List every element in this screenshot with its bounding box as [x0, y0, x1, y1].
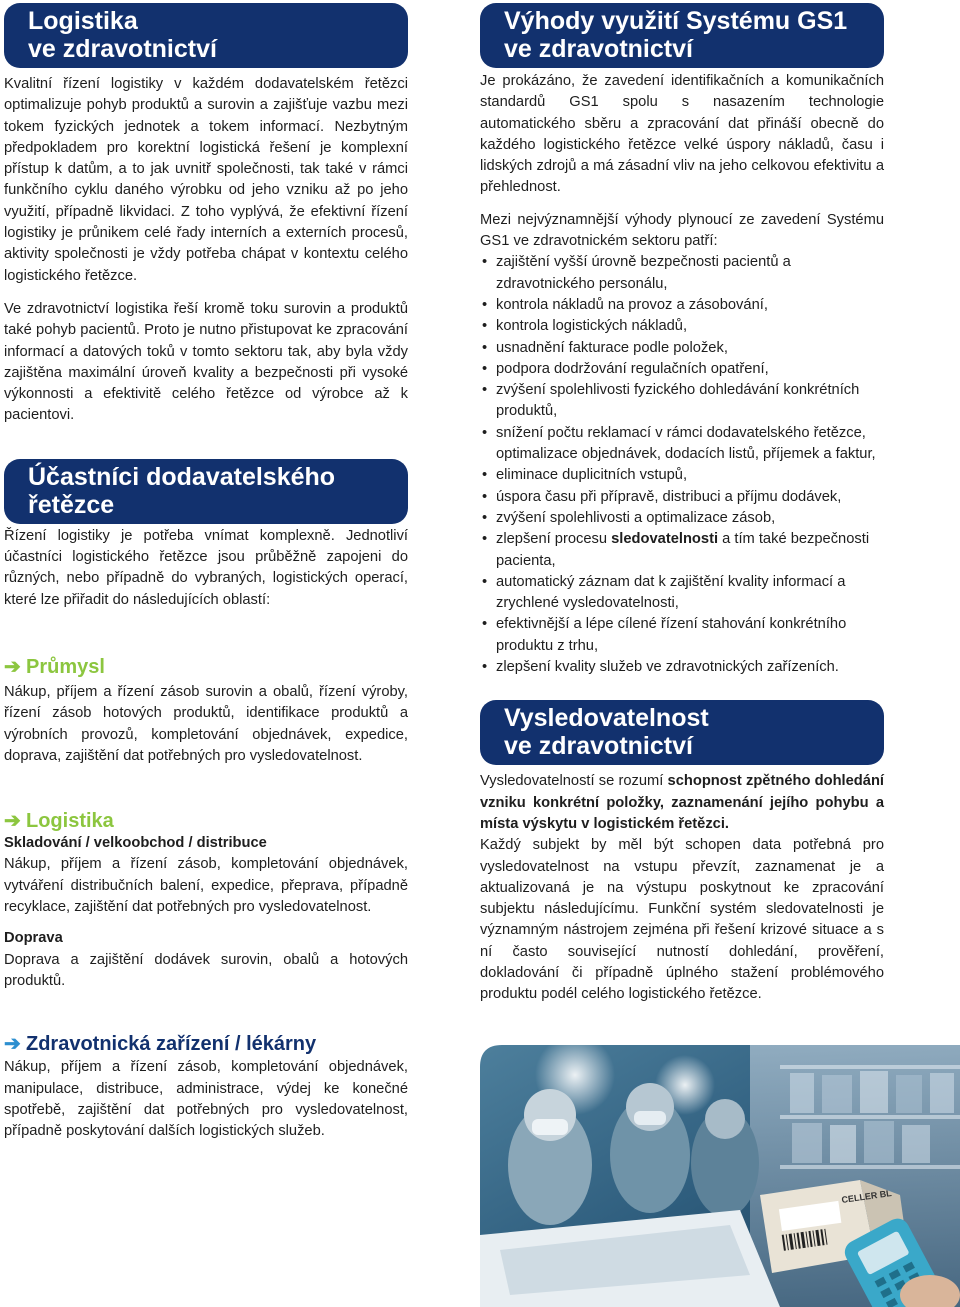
- section-logistics-text: Nákup, příjem a řízení zásob, kompletování objednávek, vytváření distribučních balení, expedice, přeprava, případně recyklace, zajištění dat potřebných pro vysledovatelnost.: [4, 856, 408, 916]
- section-transport-text: Doprava a zajištění dodávek surovin, obalů a hotových produktů.: [4, 951, 408, 989]
- box-label-text: CELLER BL: [840, 1188, 893, 1205]
- heading-supply-chain-participants: Účastníci dodavatelského řetězce: [4, 459, 408, 524]
- benefit-item: • kontrola logistických nákladů,: [480, 316, 884, 337]
- arrow-right-icon: ➔: [4, 1033, 21, 1056]
- heading-logistics-healthcare: Logistika ve zdravotnictví: [4, 3, 408, 68]
- benefits-list: [480, 252, 884, 678]
- benefit-item: • zajištění vyšší úrovně bezpečnosti pacientů a zdravotnického personálu,: [480, 252, 884, 295]
- benefit-item: • zlepšení kvality služeb ve zdravotnických zařízeních.: [480, 657, 884, 678]
- traceability-definition: Vysledovatelností se rozumí schopnost zpětného dohledání vzniku konkrétní položky, zaznamenání jejího pohybu a místa výskytu v logistickém řetězci.: [480, 773, 884, 832]
- benefits-lead-paragraph: Mezi nejvýznamnější výhody plynoucí ze zavedení Systému GS1 ve zdravotnickém sektoru patří:: [480, 211, 884, 250]
- heading-traceability: Vysledovatelnost ve zdravotnictví: [480, 700, 884, 765]
- traceability-paragraph: Každý subjekt by měl být schopen data potřebná pro vysledovatelnost na vstupu převzít, zaznamenat je a aktualizovaná je na výstupu poskytnout ke zpracování subjektu následujícímu. Funkční systém sledovatelnosti je významným nástrojem zejména při řešení krizové situace a s ní často související nutností dohledání, prověření, dokladování či případně úplného stažení problémového produktu podél celého logistického řetězce.: [480, 837, 884, 1003]
- right-column: [480, 0, 884, 1006]
- benefit-item: • úspora času při přípravě, distribuci a příjmu dodávek,: [480, 487, 884, 508]
- healthcare-paragraph: Ve zdravotnictví logistika řeší kromě toku surovin a produktů také pohyb pacientů. Proto je nutno přistupovat ke zpracování informací a datových toků v tomto sektoru tak, aby byla vždy zajištěna maximální úroveň kvality a bezpečnosti při vysoké výkonnosti a efektivitě celého řetězce od výrobce až k pacientovi.: [4, 300, 408, 424]
- section-industry-title: ➔ Průmysl: [4, 655, 105, 678]
- arrow-right-icon: ➔: [4, 655, 21, 678]
- photo-illustration: [480, 1045, 960, 1307]
- benefit-item: • kontrola nákladů na provoz a zásobování,: [480, 295, 884, 316]
- benefit-item: • zvýšení spolehlivosti fyzického dohledávání konkrétních produktů,: [480, 380, 884, 423]
- benefit-item: • snížení počtu reklamací v rámci dodavatelského řetězce, optimalizace objednávek, dodacích listů, příjemek a faktur,: [480, 423, 884, 466]
- benefit-item: • podpora dodržování regulačních opatření,: [480, 359, 884, 380]
- participants-paragraph: Řízení logistiky je potřeba vnímat komplexně. Jednotliví účastníci logistického řetězce jsou průběžně zapojeni do různých, nebo případně do vybraných, logistických operací, které lze přiřadit do následujících oblastí:: [4, 527, 408, 608]
- section-healthcare-facilities-title: ➔ Zdravotnická zařízení / lékárny: [4, 1033, 317, 1056]
- section-industry-text: Nákup, příjem a řízení zásob surovin a obalů, řízení výroby, řízení zásob hotových produktů, identifikace produktů a výrobních provozů, kompletování objednávek, expedice, doprava, zajištění dat potřebných pro vysledovatelnost.: [4, 683, 408, 764]
- section-healthcare-facilities-text: Nákup, příjem a řízení zásob, kompletování objednávek, manipulace, distribuce, administrace, výdej ke konečné spotřebě, zajištění dat potřebných pro vysledovatelnost, případně poskytování dalších logistických služeb.: [4, 1059, 408, 1140]
- section-transport-subtitle: Doprava: [4, 930, 63, 947]
- heading-gs1-benefits: Výhody využití Systému GS1 ve zdravotnictví: [480, 3, 884, 68]
- benefit-item: • zvýšení spolehlivosti a optimalizace zásob,: [480, 508, 884, 529]
- hospital-photo-collage: [480, 1045, 960, 1307]
- left-column: [4, 0, 408, 1142]
- benefit-item: • automatický záznam dat k zajištění kvality informací a zrychlené vysledovatelnosti,: [480, 572, 884, 615]
- section-logistics-subtitle: Skladování / velkoobchod / distribuce: [4, 835, 267, 852]
- benefit-item: • eliminace duplicitních vstupů,: [480, 465, 884, 486]
- section-logistics-title: ➔ Logistika: [4, 810, 114, 833]
- benefits-intro-paragraph: Je prokázáno, že zavedení identifikačních a komunikačních standardů GS1 spolu s nasazením technologie automatického sběru a zpracování dat přináší obecně do každého logistického řetězce velké úspory nákladů, času i lidských zdrojů a má zásadní vliv na jeho celkovou efektivitu a přehlednost.: [480, 73, 884, 196]
- intro-paragraph: Kvalitní řízení logistiky v každém dodavatelském řetězci optimalizuje pohyb produktů a surovin a zajišťuje vazbu mezi tokem fyzických jednotek a tokem informací. Nezbytným předpokladem pro korektní logistická řešení je komplexní přístup k datům, a to jak uvnitř společnosti, tak také v rámci funkčního cyklu daného výrobku od jeho vzniku až po jeho využití, případně likvidaci. Z toho vyplývá, že efektivní řízení logistiky je průnikem celé řady interních a externích procesů, aktivity společnosti je vždy potřeba chápat v kontextu celého logistického řetězce.: [4, 76, 408, 284]
- benefit-item: • zlepšení procesu sledovatelnosti a tím také bezpečnosti pacienta,: [480, 529, 884, 572]
- benefit-item: • efektivnější a lépe cílené řízení stahování konkrétního produktu z trhu,: [480, 614, 884, 657]
- benefit-item: • usnadnění fakturace podle položek,: [480, 338, 884, 359]
- arrow-right-icon: ➔: [4, 810, 21, 833]
